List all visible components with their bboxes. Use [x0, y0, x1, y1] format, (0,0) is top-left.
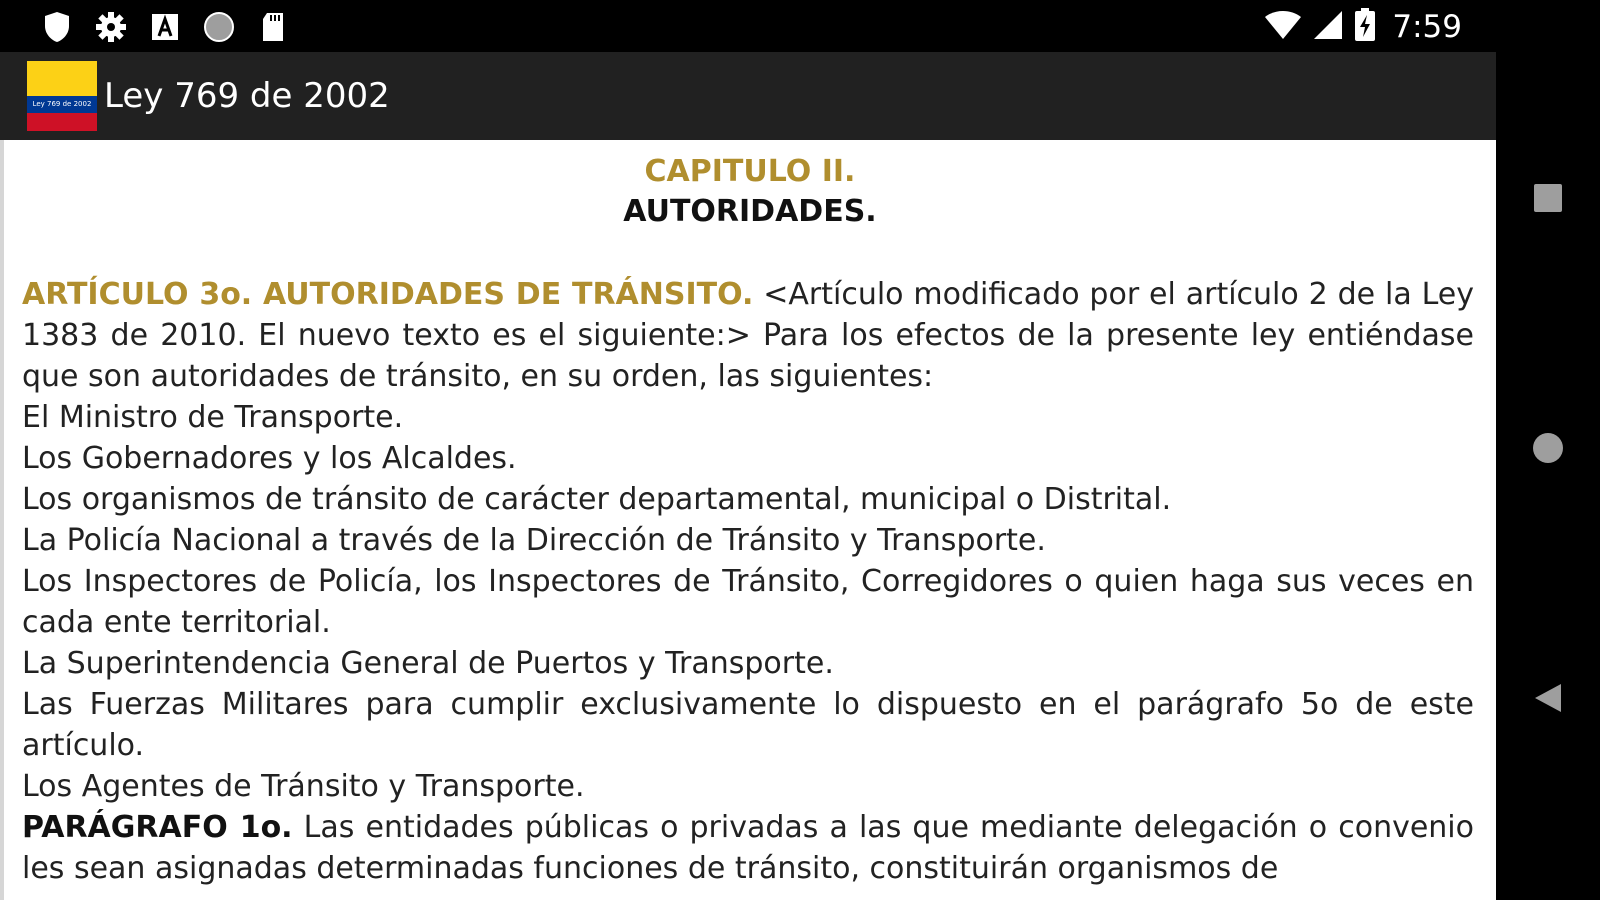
article-intro-paragraph: [22, 274, 1474, 397]
paragraph-text: Las entidades públicas o privadas a las que mediante delegación o convenio les sean asignadas determinadas funciones de tránsito, constituirán organismos de: [22, 810, 1474, 886]
status-bar: [0, 0, 1496, 52]
article-intro: <Artículo modificado por el artículo 2 de la Ley 1383 de 2010. El nuevo texto es el siguiente:> Para los efectos de la presente ley entiéndase que son autoridades de tránsito, en su orden, las siguientes:: [22, 277, 1474, 394]
list-item: Los Inspectores de Policía, los Inspectores de Tránsito, Corregidores o quien haga sus veces en cada ente territorial.: [22, 564, 1474, 640]
recents-button[interactable]: [1496, 140, 1600, 260]
system-status: [1264, 8, 1462, 46]
list-item: Las Fuerzas Militares para cumplir exclusivamente lo dispuesto en el parágrafo 5o de este artículo.: [22, 687, 1474, 763]
list-item: Los Agentes de Tránsito y Transporte.: [22, 769, 585, 804]
home-circle-icon: [1532, 432, 1564, 468]
recents-square-icon: [1533, 183, 1563, 217]
back-triangle-icon: [1533, 682, 1563, 718]
gear-icon: [94, 10, 128, 44]
list-item: El Ministro de Transporte.: [22, 400, 404, 435]
app-logo: [27, 61, 97, 131]
home-button[interactable]: [1496, 390, 1600, 510]
shield-icon: [40, 10, 74, 44]
notification-icons: [40, 10, 290, 44]
app-bar: [0, 52, 1496, 140]
chapter-number: CAPITULO II.: [644, 154, 856, 189]
sd-card-icon: [256, 10, 290, 44]
chapter-title: AUTORIDADES.: [623, 194, 877, 229]
clock: 7:59: [1392, 9, 1462, 45]
list-item: La Policía Nacional a través de la Dirección de Tránsito y Transporte.: [22, 523, 1046, 558]
app-logo-text: Ley 769 de 2002: [27, 96, 97, 113]
cell-signal-icon: [1312, 9, 1344, 45]
app-title: Ley 769 de 2002: [104, 76, 390, 116]
list-item: Los organismos de tránsito de carácter departamental, municipal o Distrital.: [22, 482, 1172, 517]
wifi-icon: [1264, 9, 1302, 45]
law-text-view[interactable]: [0, 140, 1496, 900]
navigation-bar: [1496, 0, 1600, 900]
article-heading: ARTÍCULO 3o. AUTORIDADES DE TRÁNSITO.: [22, 277, 754, 312]
paragraph-1: [22, 807, 1474, 889]
font-a-icon: [148, 10, 182, 44]
circle-icon: [202, 10, 236, 44]
list-item: La Superintendencia General de Puertos y Transporte.: [22, 646, 834, 681]
paragraph-heading: PARÁGRAFO 1o.: [22, 810, 293, 845]
list-item: Los Gobernadores y los Alcaldes.: [22, 441, 517, 476]
battery-charging-icon: [1354, 8, 1376, 46]
article-body: [4, 274, 1496, 889]
back-button[interactable]: [1496, 640, 1600, 760]
